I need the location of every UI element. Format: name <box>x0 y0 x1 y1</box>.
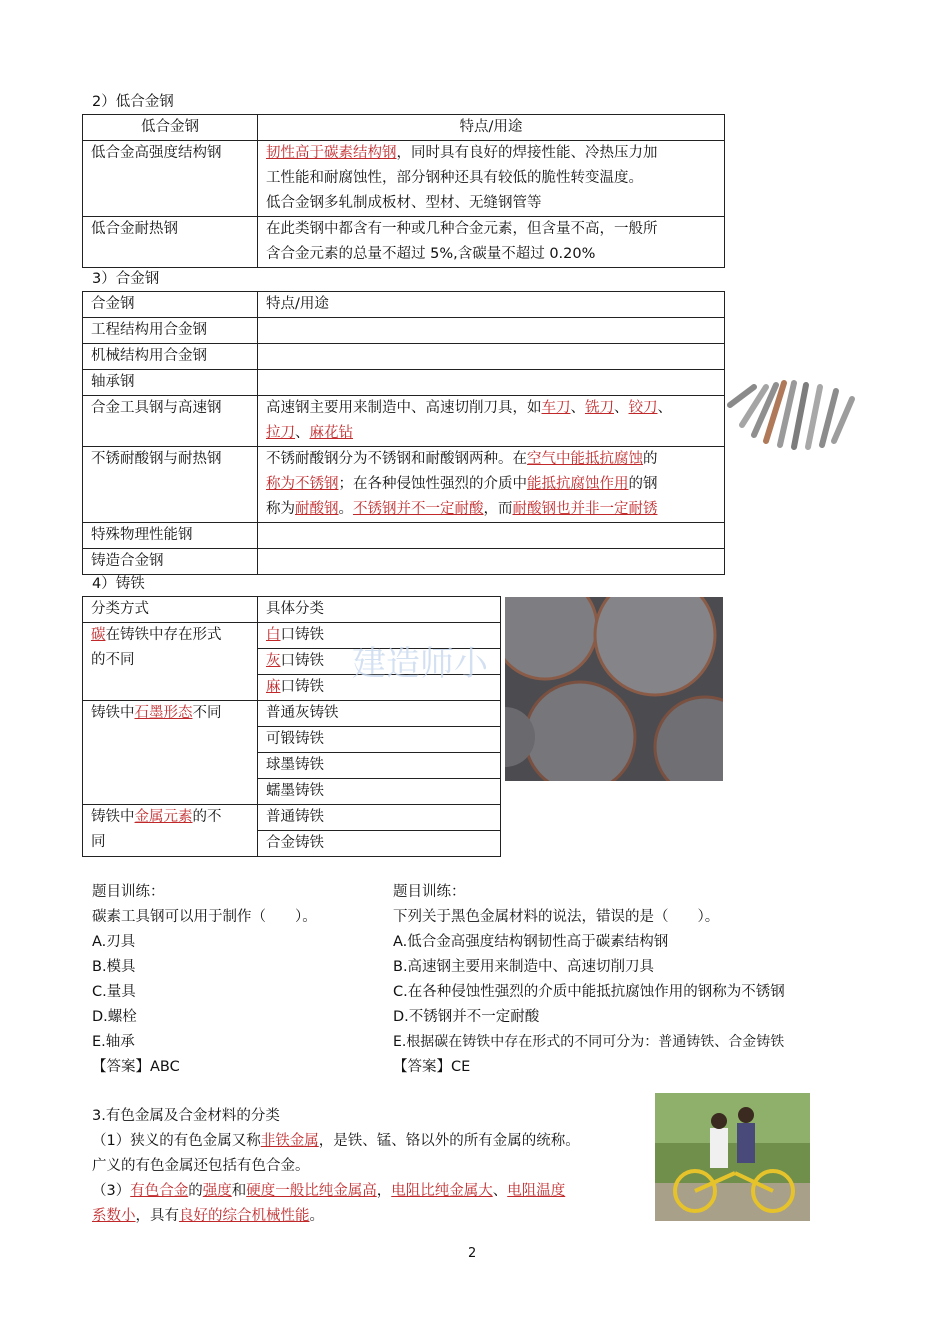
highlight: 灰 <box>266 653 281 669</box>
item-cell: 可锻铸铁 <box>258 727 501 753</box>
text: 同 <box>91 834 106 850</box>
row-desc <box>258 523 725 549</box>
text: 在此类钢中都含有一种或几种合金元素，但含量不高，一般所 <box>266 221 658 237</box>
heading-nonferrous: 3.有色金属及合金材料的分类 <box>92 1108 280 1124</box>
text: 高速钢主要用来制造中、高速切削刀具，如 <box>266 400 542 416</box>
highlight: 耐酸钢也并非一定耐锈 <box>512 501 658 517</box>
header-cell: 具体分类 <box>258 597 501 623</box>
exercise-left-question: 碳素工具钢可以用于制作（ ）。 <box>92 909 317 925</box>
header-cell: 合金钢 <box>83 292 258 318</box>
highlight: 硬度一般比纯金属高 <box>246 1183 377 1199</box>
text: 工性能和耐腐蚀性，部分钢种还具有较低的脆性转变温度。 <box>266 170 643 186</box>
item-cell: 合金铸铁 <box>258 831 501 857</box>
paragraph <box>92 1129 580 1154</box>
exercise-left-answer: 【答案】ABC <box>92 1059 180 1075</box>
highlight: 电阻比纯金属大 <box>391 1183 493 1199</box>
text: ，具有 <box>135 1208 179 1224</box>
row-name: 低合金耐热钢 <box>83 217 258 268</box>
paragraph: 广义的有色金属还包括有色合金。 <box>92 1158 310 1174</box>
text: 的不 <box>192 809 222 825</box>
highlight: 系数小 <box>92 1208 136 1224</box>
heading-cast-iron: 4）铸铁 <box>92 576 145 592</box>
row-name: 合金工具钢与高速钢 <box>83 396 258 447</box>
text: 。 <box>338 501 353 517</box>
header-cell: 特点/用途 <box>258 292 725 318</box>
text: 不同 <box>192 705 222 721</box>
text: （1）狭义的有色金属又称 <box>92 1133 261 1149</box>
row-name: 特殊物理性能钢 <box>83 523 258 549</box>
paragraph <box>92 1204 324 1229</box>
exercise-left-option: A.刃具 <box>92 934 136 950</box>
text: 称为 <box>266 501 295 517</box>
item-cell: 球墨铸铁 <box>258 753 501 779</box>
text: 、 <box>492 1183 508 1199</box>
highlight: 能抵抗腐蚀作用 <box>527 476 629 492</box>
highlight: 铣刀 <box>585 400 614 416</box>
bicycle-photo <box>655 1093 810 1221</box>
row-name: 机械结构用合金钢 <box>83 344 258 370</box>
watermark-text: 建造师小 <box>352 644 488 684</box>
text: 不锈耐酸钢分为不锈钢和耐酸钢两种。在 <box>266 451 527 467</box>
text: ，同时具有良好的焊接性能、冷热压力加 <box>396 145 658 161</box>
highlight: 电阻温度 <box>507 1183 566 1199</box>
exercise-left-option: C.量具 <box>92 984 136 1000</box>
item-cell: 普通灰铸铁 <box>258 701 501 727</box>
text: 的 <box>643 451 658 467</box>
row-desc <box>258 370 725 396</box>
header-cell: 低合金钢 <box>83 115 258 141</box>
exercise-left-option: D.螺栓 <box>92 1009 137 1025</box>
exercise-right-option: A.低合金高强度结构钢韧性高于碳素结构钢 <box>393 934 669 950</box>
highlight: 有色合金 <box>130 1183 189 1199</box>
text: ，而 <box>483 501 513 517</box>
exercise-right-title: 题目训练： <box>393 884 466 900</box>
highlight: 车刀 <box>541 400 571 416</box>
highlight: 称为不锈钢 <box>266 476 339 492</box>
row-name: 不锈耐酸钢与耐热钢 <box>83 447 258 523</box>
text: 、 <box>614 400 629 416</box>
row-desc <box>258 318 725 344</box>
exercise-right-option: D.不锈钢并不一定耐酸 <box>393 1009 540 1025</box>
row-desc <box>258 141 725 217</box>
group-label <box>83 805 258 857</box>
text: ；在各种侵蚀性强烈的介质中 <box>338 476 527 492</box>
heading-low-alloy: 2）低合金钢 <box>92 94 174 110</box>
cast-iron-bars-image <box>505 597 723 781</box>
table-alloy <box>82 291 725 575</box>
row-name: 铸造合金钢 <box>83 549 258 575</box>
row-desc <box>258 549 725 575</box>
drill-bits-image <box>724 375 864 457</box>
highlight: 麻花钻 <box>309 425 353 441</box>
paragraph <box>92 1179 565 1204</box>
text: 含合金元素的总量不超过 5%,含碳量不超过 0.20% <box>266 246 596 262</box>
page-number: 2 <box>468 1246 477 1261</box>
group-label <box>83 701 258 805</box>
text: 、 <box>295 425 310 441</box>
group-label <box>83 623 258 701</box>
item-cell: 普通铸铁 <box>258 805 501 831</box>
exercise-right-answer: 【答案】CE <box>393 1059 471 1075</box>
text: 的不同 <box>91 652 135 668</box>
exercise-left-title: 题目训练： <box>92 884 165 900</box>
row-desc <box>258 344 725 370</box>
highlight: 韧性高于碳素结构钢 <box>266 145 397 161</box>
exercise-right-option: E.根据碳在铸铁中存在形式的不同可分为：普通铸铁、合金铸铁 <box>393 1034 785 1050</box>
header-cell: 分类方式 <box>83 597 258 623</box>
row-desc <box>258 447 725 523</box>
highlight: 空气中能抵抗腐蚀 <box>527 451 643 467</box>
text: 在铸铁中存在形式 <box>105 627 222 643</box>
text: 低合金钢多轧制成板材、型材、无缝钢管等 <box>266 195 542 211</box>
table-low-alloy <box>82 114 725 268</box>
text: 的钢 <box>628 476 658 492</box>
text: 、 <box>570 400 585 416</box>
text: 铸铁中 <box>91 809 135 825</box>
text: 和 <box>231 1183 247 1199</box>
row-desc <box>258 217 725 268</box>
exercise-right-option: C.在各种侵蚀性强烈的介质中能抵抗腐蚀作用的钢称为不锈钢 <box>393 984 785 1000</box>
text: 口铸铁 <box>280 679 324 695</box>
highlight: 强度 <box>202 1183 232 1199</box>
highlight: 不锈钢并不一定耐酸 <box>353 501 484 517</box>
text: 口铸铁 <box>280 653 324 669</box>
highlight: 金属元素 <box>134 809 193 825</box>
highlight: 麻 <box>266 679 281 695</box>
highlight: 拉刀 <box>266 425 295 441</box>
highlight: 石墨形态 <box>134 705 193 721</box>
header-cell: 特点/用途 <box>258 115 725 141</box>
highlight: 白 <box>266 627 281 643</box>
heading-alloy: 3）合金钢 <box>92 271 160 287</box>
row-desc <box>258 396 725 447</box>
exercise-right-question: 下列关于黑色金属材料的说法，错误的是（ ）。 <box>393 909 720 925</box>
row-name: 低合金高强度结构钢 <box>83 141 258 217</box>
item-cell: 蠕墨铸铁 <box>258 779 501 805</box>
text: 口铸铁 <box>280 627 324 643</box>
exercise-left-option: B.模具 <box>92 959 136 975</box>
highlight: 铰刀 <box>628 400 658 416</box>
highlight: 碳 <box>91 627 106 643</box>
text: 。 <box>309 1208 324 1224</box>
text: 的 <box>188 1183 203 1199</box>
row-name: 轴承钢 <box>83 370 258 396</box>
row-name: 工程结构用合金钢 <box>83 318 258 344</box>
text: ，是铁、锰、铬以外的所有金属的统称。 <box>318 1133 580 1149</box>
text: ， <box>376 1183 392 1199</box>
text: （3） <box>92 1183 131 1199</box>
exercise-right-option: B.高速钢主要用来制造中、高速切削刀具 <box>393 959 655 975</box>
highlight: 耐酸钢 <box>295 501 339 517</box>
text: 铸铁中 <box>91 705 135 721</box>
exercise-left-option: E.轴承 <box>92 1034 135 1050</box>
text: 、 <box>657 400 672 416</box>
highlight: 非铁金属 <box>260 1133 319 1149</box>
highlight: 良好的综合机械性能 <box>179 1208 310 1224</box>
